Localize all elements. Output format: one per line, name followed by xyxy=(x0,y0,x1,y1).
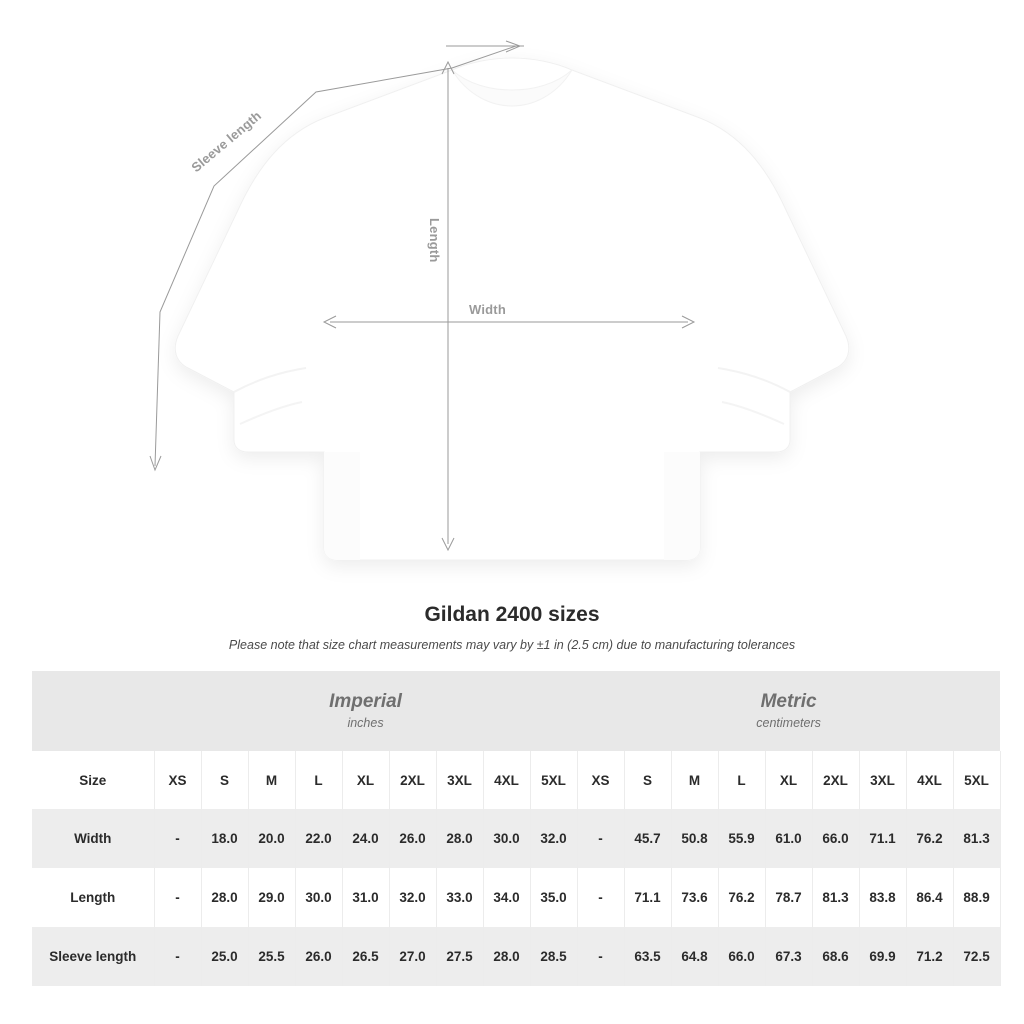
cell-sleeve-metric-xl: 67.3 xyxy=(765,927,812,986)
cell-sleeve-metric-l: 66.0 xyxy=(718,927,765,986)
system-name-imperial: Imperial xyxy=(329,691,402,713)
table-row xyxy=(32,868,1000,927)
cell-sleeve-metric-5xl: 72.5 xyxy=(953,927,1000,986)
cell-sleeve-imperial-l: 26.0 xyxy=(295,927,342,986)
page-title: Gildan 2400 sizes xyxy=(424,603,600,626)
label-length: Length xyxy=(427,218,442,263)
cell-sleeve-metric-4xl: 71.2 xyxy=(906,927,953,986)
cell-width-imperial-2xl: 26.0 xyxy=(389,809,436,868)
tolerance-note: Please note that size chart measurements may vary by ±1 in (2.5 cm) due to manufacturing tolerances xyxy=(228,638,796,652)
cell-width-imperial-5xl: 32.0 xyxy=(530,809,577,868)
size-header-imperial-m: M xyxy=(248,751,295,809)
size-header-metric-xs: XS xyxy=(577,751,624,809)
cell-length-imperial-s: 28.0 xyxy=(201,868,248,927)
cell-sleeve-metric-m: 64.8 xyxy=(671,927,718,986)
cell-width-metric-4xl: 76.2 xyxy=(906,809,953,868)
cell-sleeve-metric-3xl: 69.9 xyxy=(859,927,906,986)
cell-sleeve-imperial-4xl: 28.0 xyxy=(483,927,530,986)
size-header-metric-3xl: 3XL xyxy=(859,751,906,809)
cell-length-metric-xs: - xyxy=(577,868,624,927)
cell-length-imperial-m: 29.0 xyxy=(248,868,295,927)
cell-sleeve-metric-2xl: 68.6 xyxy=(812,927,859,986)
cell-length-imperial-4xl: 34.0 xyxy=(483,868,530,927)
label-width: Width xyxy=(469,302,506,317)
cell-length-imperial-l: 30.0 xyxy=(295,868,342,927)
cell-length-imperial-2xl: 32.0 xyxy=(389,868,436,927)
cell-length-imperial-xl: 31.0 xyxy=(342,868,389,927)
cell-sleeve-imperial-3xl: 27.5 xyxy=(436,927,483,986)
cell-sleeve-imperial-5xl: 28.5 xyxy=(530,927,577,986)
system-unit-imperial: inches xyxy=(347,715,384,730)
size-header-imperial-xs: XS xyxy=(154,751,201,809)
system-header-row xyxy=(32,671,1000,751)
system-header-metric xyxy=(577,671,1000,751)
cell-width-imperial-xl: 24.0 xyxy=(342,809,389,868)
size-header-imperial-xl: XL xyxy=(342,751,389,809)
cell-sleeve-imperial-xl: 26.5 xyxy=(342,927,389,986)
size-chart-table xyxy=(32,671,1001,986)
cell-width-metric-m: 50.8 xyxy=(671,809,718,868)
cell-length-metric-4xl: 86.4 xyxy=(906,868,953,927)
cell-width-metric-xs: - xyxy=(577,809,624,868)
cell-sleeve-metric-xs: - xyxy=(577,927,624,986)
cell-width-metric-3xl: 71.1 xyxy=(859,809,906,868)
title-block xyxy=(0,603,1024,652)
cell-sleeve-imperial-xs: - xyxy=(154,927,201,986)
system-name-metric: Metric xyxy=(760,691,817,713)
cell-length-metric-l: 76.2 xyxy=(718,868,765,927)
cell-width-imperial-s: 18.0 xyxy=(201,809,248,868)
size-header-metric-xl: XL xyxy=(765,751,812,809)
row-label-length: Length xyxy=(32,868,154,927)
row-label-sleeve-length: Sleeve length xyxy=(32,927,154,986)
cell-length-imperial-xs: - xyxy=(154,868,201,927)
size-header-imperial-5xl: 5XL xyxy=(530,751,577,809)
size-header-imperial-s: S xyxy=(201,751,248,809)
table-row xyxy=(32,927,1000,986)
cell-width-metric-5xl: 81.3 xyxy=(953,809,1000,868)
cell-length-imperial-3xl: 33.0 xyxy=(436,868,483,927)
cell-sleeve-imperial-2xl: 27.0 xyxy=(389,927,436,986)
cell-length-metric-5xl: 88.9 xyxy=(953,868,1000,927)
size-header-imperial-4xl: 4XL xyxy=(483,751,530,809)
cell-sleeve-metric-s: 63.5 xyxy=(624,927,671,986)
shirt-shape xyxy=(175,58,849,560)
size-table-wrap xyxy=(32,671,992,986)
cell-sleeve-imperial-s: 25.0 xyxy=(201,927,248,986)
cell-width-metric-2xl: 66.0 xyxy=(812,809,859,868)
cell-width-metric-xl: 61.0 xyxy=(765,809,812,868)
cell-width-imperial-m: 20.0 xyxy=(248,809,295,868)
size-header-metric-4xl: 4XL xyxy=(906,751,953,809)
size-header-imperial-l: L xyxy=(295,751,342,809)
cell-width-metric-s: 45.7 xyxy=(624,809,671,868)
size-header-imperial-3xl: 3XL xyxy=(436,751,483,809)
size-header-metric-m: M xyxy=(671,751,718,809)
size-header-row xyxy=(32,751,1000,809)
table-row xyxy=(32,809,1000,868)
cell-width-imperial-xs: - xyxy=(154,809,201,868)
size-header-imperial-2xl: 2XL xyxy=(389,751,436,809)
system-header-imperial xyxy=(154,671,577,751)
row-label-width: Width xyxy=(32,809,154,868)
size-header-label: Size xyxy=(32,751,154,809)
size-header-metric-5xl: 5XL xyxy=(953,751,1000,809)
cell-length-metric-xl: 78.7 xyxy=(765,868,812,927)
size-header-metric-2xl: 2XL xyxy=(812,751,859,809)
label-sleeve-length: Sleeve length xyxy=(188,107,265,175)
cell-length-imperial-5xl: 35.0 xyxy=(530,868,577,927)
cell-width-metric-l: 55.9 xyxy=(718,809,765,868)
size-header-metric-l: L xyxy=(718,751,765,809)
cell-sleeve-imperial-m: 25.5 xyxy=(248,927,295,986)
cell-length-metric-s: 71.1 xyxy=(624,868,671,927)
size-header-metric-s: S xyxy=(624,751,671,809)
cell-length-metric-2xl: 81.3 xyxy=(812,868,859,927)
cell-width-imperial-4xl: 30.0 xyxy=(483,809,530,868)
cell-width-imperial-3xl: 28.0 xyxy=(436,809,483,868)
system-unit-metric: centimeters xyxy=(756,715,821,730)
cell-length-metric-m: 73.6 xyxy=(671,868,718,927)
cell-width-imperial-l: 22.0 xyxy=(295,809,342,868)
cell-length-metric-3xl: 83.8 xyxy=(859,868,906,927)
system-header-spacer xyxy=(32,671,154,751)
